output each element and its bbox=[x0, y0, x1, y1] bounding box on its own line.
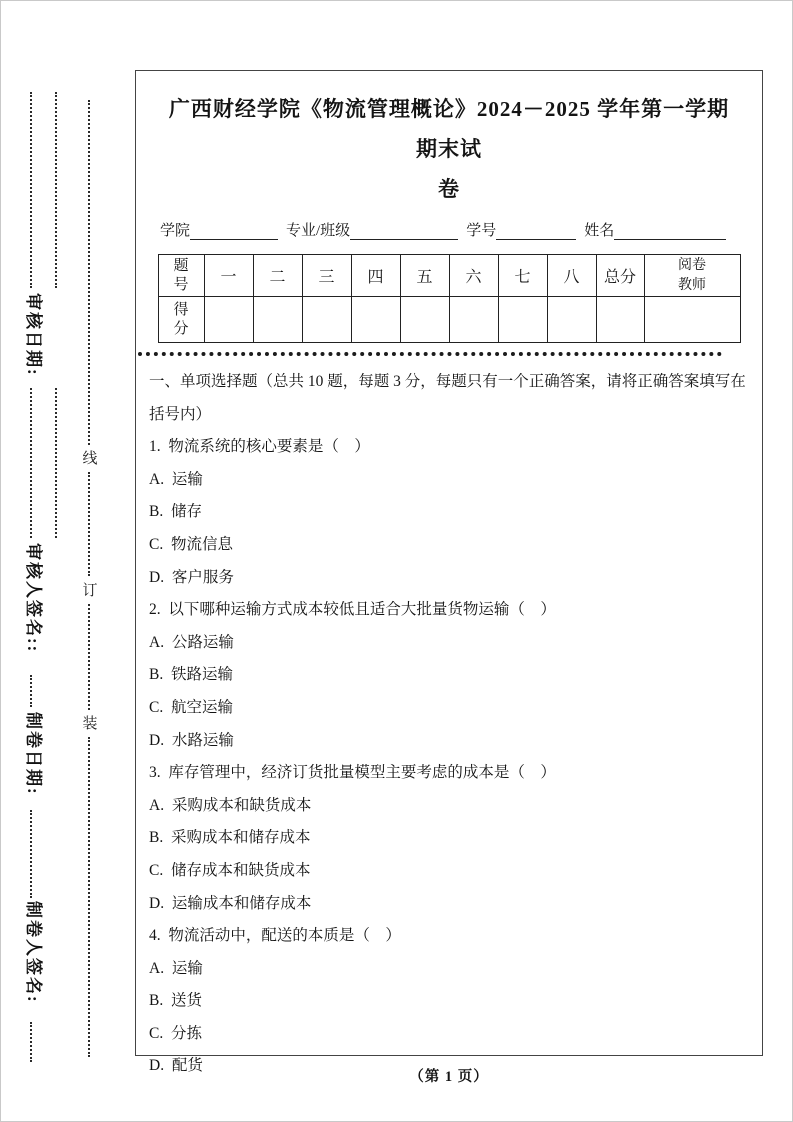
grader-header-text: 阅卷教师 bbox=[677, 257, 706, 293]
question-number-header-text: 题号 bbox=[173, 257, 189, 293]
dotted-separator bbox=[138, 352, 722, 356]
question-option: B. 采购成本和储存成本 bbox=[149, 829, 311, 847]
score-table-header-row bbox=[158, 255, 740, 297]
score-cell bbox=[351, 297, 400, 343]
review-date-label: 审核日期: bbox=[24, 293, 43, 377]
section-col-1: 一 bbox=[204, 255, 253, 297]
major-class-label: 专业/班级 bbox=[286, 223, 351, 239]
binding-dotted-line bbox=[88, 100, 90, 445]
college-blank bbox=[190, 223, 278, 240]
student-id-label: 学号 bbox=[466, 223, 497, 239]
grader-cell bbox=[644, 297, 740, 343]
score-cell bbox=[204, 297, 253, 343]
binding-char-stitch: 订 bbox=[82, 583, 98, 599]
margin-dotted-line bbox=[30, 1022, 32, 1062]
margin-dotted-line bbox=[30, 675, 32, 707]
section-col-5: 五 bbox=[400, 255, 449, 297]
question-stem: 1. 物流系统的核心要素是（ ） bbox=[149, 438, 370, 456]
margin-dotted-line bbox=[30, 92, 32, 288]
question-option: A. 采购成本和缺货成本 bbox=[149, 796, 312, 814]
question-option: A. 运输 bbox=[149, 470, 203, 488]
question-area bbox=[136, 366, 762, 1083]
question-option: A. 运输 bbox=[149, 959, 203, 977]
margin-dotted-line bbox=[30, 388, 32, 538]
score-table-score-row bbox=[158, 297, 740, 343]
paper-made-date-label: 制卷日期: bbox=[24, 712, 43, 796]
score-cell bbox=[302, 297, 351, 343]
binding-dotted-line bbox=[88, 604, 90, 710]
question-option: C. 航空运输 bbox=[149, 698, 233, 716]
margin-dotted-line bbox=[55, 92, 57, 288]
question-option: A. 公路运输 bbox=[149, 633, 234, 651]
binding-dotted-line bbox=[88, 737, 90, 1057]
section-col-2: 二 bbox=[253, 255, 302, 297]
section-col-3: 三 bbox=[302, 255, 351, 297]
exam-title-line2: 卷 bbox=[438, 177, 460, 201]
score-row-label-text: 得分 bbox=[173, 301, 189, 337]
score-cell bbox=[498, 297, 547, 343]
section-col-4: 四 bbox=[351, 255, 400, 297]
college-label: 学院 bbox=[160, 223, 191, 239]
student-id-blank bbox=[496, 223, 576, 240]
margin-dotted-line bbox=[30, 810, 32, 898]
question-option: D. 水路运输 bbox=[149, 731, 234, 749]
binding-char-line: 线 bbox=[82, 451, 98, 467]
question-option: C. 物流信息 bbox=[149, 535, 233, 553]
question-stem: 2. 以下哪种运输方式成本较低且适合大批量货物运输（ ） bbox=[149, 601, 556, 619]
question-option: D. 运输成本和储存成本 bbox=[149, 894, 312, 912]
grader-header bbox=[644, 255, 740, 297]
score-cell bbox=[449, 297, 498, 343]
score-row-label-cell bbox=[158, 297, 204, 343]
question-number-header bbox=[158, 255, 204, 297]
total-score-cell bbox=[596, 297, 644, 343]
question-option: C. 储存成本和缺货成本 bbox=[149, 861, 311, 879]
question-option: C. 分拣 bbox=[149, 1024, 202, 1042]
section-col-7: 七 bbox=[498, 255, 547, 297]
name-label: 姓名 bbox=[584, 223, 615, 239]
name-blank bbox=[614, 223, 726, 240]
binding-char-bind: 装 bbox=[82, 716, 98, 732]
paper-maker-signature-label: 制卷人签名: bbox=[24, 901, 43, 1004]
section-col-6: 六 bbox=[449, 255, 498, 297]
score-cell bbox=[253, 297, 302, 343]
student-info-row bbox=[136, 219, 762, 240]
score-cell bbox=[547, 297, 596, 343]
question-stem: 3. 库存管理中，经济订货批量模型主要考虑的成本是（ ） bbox=[149, 764, 556, 782]
question-option: D. 客户服务 bbox=[149, 568, 234, 586]
exam-title bbox=[136, 89, 762, 209]
margin-dotted-line bbox=[55, 388, 57, 538]
section-heading: 一、单项选择题（总共 10 题，每题 3 分，每题只有一个正确答案，请将正确答案填写在括号内） bbox=[149, 373, 746, 423]
reviewer-signature-label: 审核人签名:: bbox=[24, 543, 43, 654]
total-score-header: 总分 bbox=[596, 255, 644, 297]
question-stem: 4. 物流活动中，配送的本质是（ ） bbox=[149, 927, 401, 945]
question-option: B. 送货 bbox=[149, 992, 202, 1010]
question-option: D. 配货 bbox=[149, 1057, 203, 1075]
score-cell bbox=[400, 297, 449, 343]
question-option: B. 铁路运输 bbox=[149, 666, 233, 684]
score-table bbox=[158, 254, 741, 343]
binding-dotted-line bbox=[88, 472, 90, 576]
page-number: （第 1 页） bbox=[409, 1069, 489, 1085]
major-class-blank bbox=[350, 223, 458, 240]
exam-sheet bbox=[135, 70, 763, 1075]
exam-title-line1: 广西财经学院《物流管理概论》2024－2025 学年第一学期期末试 bbox=[168, 97, 730, 161]
section-col-8: 八 bbox=[547, 255, 596, 297]
question-option: B. 储存 bbox=[149, 503, 202, 521]
